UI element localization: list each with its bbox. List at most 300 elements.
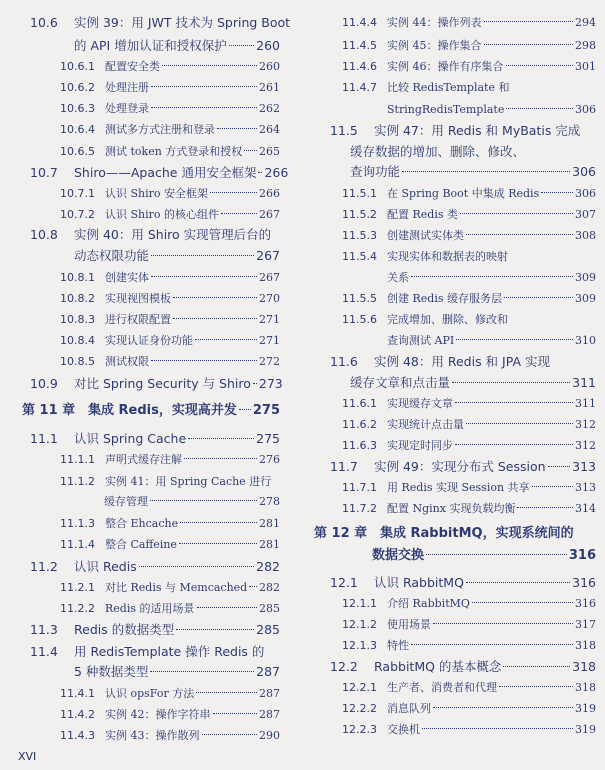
toc-entry bbox=[342, 394, 596, 414]
toc-entry-number: 11.5.1 bbox=[342, 187, 377, 200]
toc-entry-page: 317 bbox=[575, 618, 596, 631]
toc-entry-number: 11.5.3 bbox=[342, 229, 377, 242]
toc-entry-number: 11.4.1 bbox=[60, 687, 95, 700]
toc-entry-number: 11.5.4 bbox=[342, 250, 377, 263]
toc-leader-dots bbox=[184, 458, 257, 459]
toc-entry bbox=[330, 121, 580, 141]
toc-entry-number: 11.3 bbox=[30, 622, 58, 637]
toc-entry-title: 配置安全类 bbox=[105, 60, 160, 73]
toc-entry bbox=[60, 289, 280, 309]
toc-entry-page: 275 bbox=[252, 403, 280, 418]
toc-leader-dots bbox=[213, 713, 258, 714]
toc-entry bbox=[330, 573, 596, 593]
toc-entry-number: 11.1.4 bbox=[60, 538, 95, 551]
toc-entry-number: 12.2.2 bbox=[342, 702, 377, 715]
toc-entry-title: 实例 42：操作字符串 bbox=[105, 708, 211, 721]
toc-entry-number: 11.7 bbox=[330, 459, 358, 474]
toc-entry-continuation bbox=[74, 36, 280, 56]
toc-leader-dots bbox=[151, 86, 257, 87]
toc-entry-title: 集成 RabbitMQ，实现系统间的 bbox=[380, 526, 574, 541]
toc-entry-title: 实现视图模板 bbox=[105, 292, 171, 305]
toc-entry bbox=[60, 352, 280, 372]
toc-entry-number: 第 12 章 bbox=[314, 526, 368, 541]
toc-entry-page: 298 bbox=[575, 39, 596, 52]
toc-entry bbox=[30, 163, 289, 183]
toc-entry-page: 271 bbox=[259, 334, 280, 347]
toc-entry-title: 实例 45：操作集合 bbox=[387, 39, 482, 52]
toc-entry-page: 260 bbox=[256, 38, 280, 53]
toc-leader-dots bbox=[541, 192, 573, 193]
toc-leader-dots bbox=[460, 213, 573, 214]
toc-leader-dots bbox=[258, 172, 262, 173]
toc-entry bbox=[342, 436, 596, 456]
toc-entry bbox=[342, 36, 596, 56]
toc-leader-dots bbox=[197, 607, 258, 608]
toc-entry-page: 287 bbox=[259, 687, 280, 700]
toc-entry bbox=[60, 78, 280, 98]
toc-leader-dots bbox=[433, 707, 573, 708]
toc-entry-number: 11.4.7 bbox=[342, 81, 377, 94]
toc-entry bbox=[60, 472, 271, 492]
toc-entry-title: 声明式缓存注解 bbox=[105, 453, 182, 466]
toc-entry-continuation bbox=[387, 331, 596, 351]
toc-entry-page: 313 bbox=[572, 459, 596, 474]
toc-leader-dots bbox=[456, 339, 573, 340]
toc-entry-title: 创建实体 bbox=[105, 271, 149, 284]
toc-entry-page: 318 bbox=[575, 681, 596, 694]
toc-entry-page: 260 bbox=[259, 60, 280, 73]
toc-entry-number: 10.7.2 bbox=[60, 208, 95, 221]
toc-entry bbox=[30, 642, 264, 662]
toc-leader-dots bbox=[402, 171, 570, 172]
toc-entry bbox=[30, 13, 290, 33]
toc-entry-number: 11.4.4 bbox=[342, 16, 377, 29]
toc-entry-page: 316 bbox=[575, 597, 596, 610]
toc-entry-title: Redis 的数据类型 bbox=[74, 622, 175, 637]
toc-entry-title: 认识 RabbitMQ bbox=[374, 575, 464, 590]
toc-entry-page: 285 bbox=[256, 622, 280, 637]
toc-leader-dots bbox=[253, 383, 257, 384]
toc-leader-dots bbox=[221, 213, 257, 214]
toc-entry-page: 307 bbox=[575, 208, 596, 221]
toc-entry-continuation bbox=[387, 268, 596, 288]
toc-entry bbox=[30, 429, 280, 449]
toc-entry bbox=[342, 289, 596, 309]
toc-entry-number: 12.2 bbox=[330, 659, 358, 674]
toc-entry-number: 10.6.5 bbox=[60, 145, 95, 158]
toc-entry-title: 实现认证身份功能 bbox=[105, 334, 193, 347]
toc-entry bbox=[60, 268, 280, 288]
toc-entry-number: 10.7.1 bbox=[60, 187, 95, 200]
toc-entry-number: 11.2 bbox=[30, 559, 58, 574]
toc-entry-title: 缓存文章和点击量 bbox=[350, 375, 451, 390]
toc-entry bbox=[342, 699, 596, 719]
toc-entry-page: 271 bbox=[259, 313, 280, 326]
toc-entry bbox=[60, 535, 280, 555]
toc-entry-number: 11.4.2 bbox=[60, 708, 95, 721]
toc-entry-continuation bbox=[387, 100, 596, 120]
toc-entry bbox=[342, 78, 509, 98]
toc-entry-page: 267 bbox=[259, 271, 280, 284]
toc-entry-title: 完成增加、删除、修改和 bbox=[387, 313, 508, 326]
toc-entry-continuation bbox=[104, 492, 280, 512]
toc-entry-number: 11.5.6 bbox=[342, 313, 377, 326]
toc-leader-dots bbox=[548, 466, 571, 467]
toc-entry-continuation bbox=[350, 162, 596, 182]
toc-entry-number: 10.8.3 bbox=[60, 313, 95, 326]
toc-leader-dots bbox=[506, 108, 573, 109]
toc-entry-number: 10.8.4 bbox=[60, 334, 95, 347]
toc-entry-title: 实现定时同步 bbox=[387, 439, 453, 452]
toc-leader-dots bbox=[210, 192, 257, 193]
toc-entry bbox=[342, 594, 596, 614]
toc-entry-title: 特性 bbox=[387, 639, 409, 652]
toc-entry-page: 262 bbox=[259, 102, 280, 115]
toc-entry bbox=[330, 457, 596, 477]
toc-leader-dots bbox=[499, 686, 573, 687]
toc-entry-number: 10.8.2 bbox=[60, 292, 95, 305]
toc-entry-page: 312 bbox=[575, 439, 596, 452]
toc-leader-dots bbox=[426, 554, 567, 555]
toc-entry-page: 319 bbox=[575, 723, 596, 736]
toc-entry-title: 交换机 bbox=[387, 723, 420, 736]
toc-leader-dots bbox=[433, 623, 573, 624]
toc-leader-dots bbox=[151, 360, 257, 361]
toc-entry-title: 消息队列 bbox=[387, 702, 431, 715]
toc-entry-page: 287 bbox=[256, 664, 280, 679]
toc-entry-title: 比较 RedisTemplate 和 bbox=[387, 81, 510, 94]
toc-entry bbox=[314, 524, 574, 544]
toc-entry-number: 11.5.2 bbox=[342, 208, 377, 221]
toc-entry-number: 第 11 章 bbox=[22, 403, 76, 418]
toc-entry-number: 11.1.3 bbox=[60, 517, 95, 530]
toc-entry-title: 实现统计点击量 bbox=[387, 418, 464, 431]
toc-entry-continuation bbox=[74, 246, 280, 266]
toc-entry-title: 实例 49：实现分布式 Session bbox=[374, 459, 546, 474]
toc-leader-dots bbox=[532, 486, 573, 487]
toc-entry bbox=[30, 225, 271, 245]
toc-entry-page: 273 bbox=[258, 376, 283, 391]
toc-entry-title: 缓存数据的增加、删除、修改、 bbox=[350, 144, 526, 159]
toc-entry-page: 267 bbox=[259, 208, 280, 221]
toc-entry bbox=[342, 499, 596, 519]
toc-entry-page: 272 bbox=[259, 355, 280, 368]
toc-entry bbox=[60, 120, 280, 140]
toc-entry-number: 10.7 bbox=[30, 165, 58, 180]
toc-entry-page: 290 bbox=[259, 729, 280, 742]
toc-entry-page: 310 bbox=[575, 334, 596, 347]
toc-leader-dots bbox=[506, 65, 574, 66]
toc-leader-dots bbox=[472, 602, 573, 603]
toc-entry-number: 11.5.5 bbox=[342, 292, 377, 305]
toc-leader-dots bbox=[173, 318, 257, 319]
toc-entry-number: 11.6.2 bbox=[342, 418, 377, 431]
toc-leader-dots bbox=[229, 45, 254, 46]
toc-entry bbox=[60, 331, 280, 351]
toc-entry-page: 266 bbox=[264, 165, 289, 180]
toc-entry bbox=[60, 450, 280, 470]
toc-entry bbox=[30, 374, 283, 394]
toc-entry-title: 处理注册 bbox=[105, 81, 149, 94]
toc-entry-page: 294 bbox=[575, 16, 596, 29]
toc-entry-title: 创建测试实体类 bbox=[387, 229, 464, 242]
toc-leader-dots bbox=[195, 339, 257, 340]
toc-entry bbox=[342, 478, 596, 498]
toc-entry bbox=[342, 636, 596, 656]
toc-entry bbox=[60, 142, 280, 162]
toc-entry-page: 309 bbox=[575, 292, 596, 305]
toc-entry-number: 12.1 bbox=[330, 575, 358, 590]
toc-entry bbox=[342, 57, 596, 77]
toc-entry-page: 312 bbox=[575, 418, 596, 431]
toc-entry bbox=[30, 620, 280, 640]
toc-leader-dots bbox=[249, 586, 257, 587]
toc-entry bbox=[60, 684, 280, 704]
toc-leader-dots bbox=[411, 644, 573, 645]
toc-leader-dots bbox=[466, 234, 573, 235]
toc-leader-dots bbox=[139, 566, 254, 567]
toc-entry-title: 实例 40：用 Shiro 实现管理后台的 bbox=[74, 227, 272, 242]
toc-entry-title: Shiro——Apache 通用安全框架 bbox=[74, 165, 257, 180]
toc-entry-page: 309 bbox=[575, 271, 596, 284]
toc-entry bbox=[342, 247, 508, 267]
toc-entry-number: 11.6.1 bbox=[342, 397, 377, 410]
toc-leader-dots bbox=[452, 382, 570, 383]
toc-entry-title: RabbitMQ 的基本概念 bbox=[374, 659, 502, 674]
toc-leader-dots bbox=[239, 409, 251, 410]
toc-entry-page: 316 bbox=[568, 548, 596, 563]
toc-entry-number: 10.6.2 bbox=[60, 81, 95, 94]
toc-entry-title: 整合 Caffeine bbox=[105, 538, 177, 551]
toc-entry bbox=[330, 657, 596, 677]
toc-entry-page: 311 bbox=[572, 375, 596, 390]
toc-entry-title: 的 API 增加认证和授权保护 bbox=[74, 38, 227, 53]
toc-leader-dots bbox=[244, 150, 257, 151]
toc-entry-title: Redis 的适用场景 bbox=[105, 602, 195, 615]
toc-leader-dots bbox=[202, 734, 258, 735]
toc-entry-continuation bbox=[74, 662, 280, 682]
toc-entry-title: 实现实体和数据表的映射 bbox=[387, 250, 508, 263]
toc-entry-number: 11.1.1 bbox=[60, 453, 95, 466]
toc-entry-number: 12.2.3 bbox=[342, 723, 377, 736]
toc-entry bbox=[330, 352, 550, 372]
toc-leader-dots bbox=[484, 21, 574, 22]
toc-entry-page: 306 bbox=[575, 103, 596, 116]
toc-entry-page: 275 bbox=[256, 431, 280, 446]
toc-entry-title: 认识 Redis bbox=[74, 559, 137, 574]
toc-leader-dots bbox=[504, 297, 573, 298]
toc-entry-page: 278 bbox=[259, 495, 280, 508]
toc-entry-title: 5 种数据类型 bbox=[74, 664, 149, 679]
toc-entry bbox=[342, 415, 596, 435]
toc-entry-title: 用 Redis 实现 Session 共享 bbox=[387, 481, 530, 494]
toc-entry-page: 318 bbox=[572, 659, 596, 674]
toc-entry-number: 10.8 bbox=[30, 227, 58, 242]
toc-entry-title: 生产者、消费者和代理 bbox=[387, 681, 497, 694]
toc-entry-title: 认识 Shiro 安全框架 bbox=[105, 187, 209, 200]
toc-leader-dots bbox=[188, 438, 254, 439]
toc-entry-title: 实例 46：操作有序集合 bbox=[387, 60, 504, 73]
toc-entry-number: 10.6.1 bbox=[60, 60, 95, 73]
toc-entry-title: 动态权限功能 bbox=[74, 248, 150, 263]
toc-leader-dots bbox=[151, 255, 254, 256]
toc-entry-number: 11.7.2 bbox=[342, 502, 377, 515]
toc-entry bbox=[342, 13, 596, 33]
toc-entry-number: 12.1.2 bbox=[342, 618, 377, 631]
toc-entry-page: 270 bbox=[259, 292, 280, 305]
toc-entry-number: 11.2.1 bbox=[60, 581, 95, 594]
toc-leader-dots bbox=[176, 629, 254, 630]
toc-leader-dots bbox=[151, 276, 257, 277]
toc-entry-title: 实例 48：用 Redis 和 JPA 实现 bbox=[374, 354, 550, 369]
toc-entry bbox=[60, 514, 280, 534]
toc-entry-page: 264 bbox=[259, 123, 280, 136]
toc-entry-continuation bbox=[350, 373, 596, 393]
toc-entry bbox=[60, 578, 280, 598]
toc-entry-number: 10.6.3 bbox=[60, 102, 95, 115]
toc-entry-title: 认识 Shiro 的核心组件 bbox=[105, 208, 220, 221]
toc-entry bbox=[342, 720, 596, 740]
toc-leader-dots bbox=[484, 44, 574, 45]
toc-entry-continuation bbox=[350, 142, 525, 162]
toc-entry bbox=[60, 705, 280, 725]
toc-leader-dots bbox=[466, 423, 573, 424]
toc-leader-dots bbox=[162, 65, 257, 66]
toc-entry-page: 287 bbox=[259, 708, 280, 721]
toc-entry-title: 使用场景 bbox=[387, 618, 431, 631]
toc-entry-title: 进行权限配置 bbox=[105, 313, 171, 326]
toc-entry bbox=[60, 726, 280, 746]
toc-entry-title: 对比 Spring Security 与 Shiro bbox=[74, 376, 251, 391]
toc-entry-number: 11.1 bbox=[30, 431, 58, 446]
toc-entry-page: 311 bbox=[575, 397, 596, 410]
toc-entry-page: 308 bbox=[575, 229, 596, 242]
toc-entry-title: 配置 Nginx 实现负载均衡 bbox=[387, 502, 516, 515]
toc-entry-page: 266 bbox=[259, 187, 280, 200]
toc-entry-title: 数据交换 bbox=[372, 548, 425, 563]
toc-entry-title: 测试多方式注册和登录 bbox=[105, 123, 215, 136]
toc-leader-dots bbox=[517, 507, 573, 508]
page-number-footer: XVI bbox=[18, 750, 37, 763]
toc-entry-page: 306 bbox=[572, 164, 596, 179]
toc-entry-number: 11.6.3 bbox=[342, 439, 377, 452]
toc-entry-number: 10.6 bbox=[30, 15, 58, 30]
toc-leader-dots bbox=[411, 276, 573, 277]
toc-entry bbox=[342, 615, 596, 635]
toc-leader-dots bbox=[196, 692, 257, 693]
toc-entry bbox=[342, 310, 508, 330]
toc-entry-title: 测试权限 bbox=[105, 355, 149, 368]
toc-entry-number: 11.5 bbox=[330, 123, 358, 138]
toc-entry-title: 认识 Spring Cache bbox=[74, 431, 187, 446]
toc-entry bbox=[60, 310, 280, 330]
toc-entry-page: 285 bbox=[259, 602, 280, 615]
toc-entry-number: 10.9 bbox=[30, 376, 58, 391]
toc-entry-page: 267 bbox=[256, 248, 280, 263]
toc-entry-number: 10.8.5 bbox=[60, 355, 95, 368]
toc-entry-title: 实例 47：用 Redis 和 MyBatis 完成 bbox=[374, 123, 581, 138]
toc-entry-page: 282 bbox=[256, 559, 280, 574]
toc-entry-title: 测试 token 方式登录和授权 bbox=[105, 145, 243, 158]
toc-entry-page: 314 bbox=[575, 502, 596, 515]
toc-entry-number: 11.4.5 bbox=[342, 39, 377, 52]
toc-entry-page: 319 bbox=[575, 702, 596, 715]
toc-entry-number: 10.6.4 bbox=[60, 123, 95, 136]
toc-entry-title: 介绍 RabbitMQ bbox=[387, 597, 470, 610]
toc-entry-number: 11.1.2 bbox=[60, 475, 95, 488]
toc-entry-number: 12.2.1 bbox=[342, 681, 377, 694]
toc-entry-page: 276 bbox=[259, 453, 280, 466]
toc-entry-title: 实例 41：用 Spring Cache 进行 bbox=[105, 475, 272, 488]
toc-leader-dots bbox=[173, 297, 257, 298]
toc-leader-dots bbox=[455, 444, 573, 445]
toc-entry-title: StringRedisTemplate bbox=[387, 103, 505, 116]
toc-entry-title: 创建 Redis 缓存服务层 bbox=[387, 292, 502, 305]
toc-leader-dots bbox=[455, 402, 573, 403]
toc-entry-number: 11.4 bbox=[30, 644, 58, 659]
toc-entry-page: 265 bbox=[259, 145, 280, 158]
toc-leader-dots bbox=[150, 500, 257, 501]
toc-leader-dots bbox=[503, 666, 570, 667]
toc-entry bbox=[342, 205, 596, 225]
toc-entry-number: 11.7.1 bbox=[342, 481, 377, 494]
toc-leader-dots bbox=[466, 582, 570, 583]
toc-entry-number: 11.2.2 bbox=[60, 602, 95, 615]
toc-entry-title: 关系 bbox=[387, 271, 409, 284]
toc-entry-number: 11.4.6 bbox=[342, 60, 377, 73]
toc-entry bbox=[60, 599, 280, 619]
toc-entry-page: 316 bbox=[572, 575, 596, 590]
toc-entry-title: 配置 Redis 类 bbox=[387, 208, 458, 221]
toc-entry-title: 实例 43：操作散列 bbox=[105, 729, 200, 742]
toc-leader-dots bbox=[150, 671, 254, 672]
toc-entry bbox=[60, 184, 280, 204]
toc-entry-title: 查询功能 bbox=[350, 164, 401, 179]
toc-entry-page: 282 bbox=[259, 581, 280, 594]
toc-leader-dots bbox=[217, 128, 257, 129]
toc-entry bbox=[60, 57, 280, 77]
toc-entry-title: 集成 Redis，实现高并发 bbox=[88, 403, 237, 418]
toc-entry-title: 用 RedisTemplate 操作 Redis 的 bbox=[74, 644, 265, 659]
toc-entry-page: 306 bbox=[575, 187, 596, 200]
toc-entry-title: 在 Spring Boot 中集成 Redis bbox=[387, 187, 540, 200]
toc-entry-page: 301 bbox=[575, 60, 596, 73]
toc-leader-dots bbox=[422, 728, 573, 729]
toc-leader-dots bbox=[180, 522, 257, 523]
toc-entry-number: 11.4.3 bbox=[60, 729, 95, 742]
toc-entry-title: 缓存管理 bbox=[104, 495, 148, 508]
toc-entry-title: 查询测试 API bbox=[387, 334, 455, 347]
toc-entry-title: 处理登录 bbox=[105, 102, 149, 115]
toc-entry-number: 11.6 bbox=[330, 354, 358, 369]
toc-leader-dots bbox=[179, 543, 257, 544]
toc-entry bbox=[22, 401, 280, 421]
toc-entry bbox=[342, 184, 596, 204]
toc-entry bbox=[60, 99, 280, 119]
toc-entry-number: 10.8.1 bbox=[60, 271, 95, 284]
toc-entry-continuation bbox=[372, 546, 596, 566]
toc-entry-page: 313 bbox=[575, 481, 596, 494]
toc-entry bbox=[60, 205, 280, 225]
toc-entry-title: 实例 44：操作列表 bbox=[387, 16, 482, 29]
toc-entry bbox=[342, 678, 596, 698]
toc-entry-page: 318 bbox=[575, 639, 596, 652]
toc-entry-title: 整合 Ehcache bbox=[105, 517, 179, 530]
toc-entry-number: 12.1.3 bbox=[342, 639, 377, 652]
toc-entry bbox=[342, 226, 596, 246]
toc-entry-number: 12.1.1 bbox=[342, 597, 377, 610]
toc-entry-page: 281 bbox=[259, 538, 280, 551]
